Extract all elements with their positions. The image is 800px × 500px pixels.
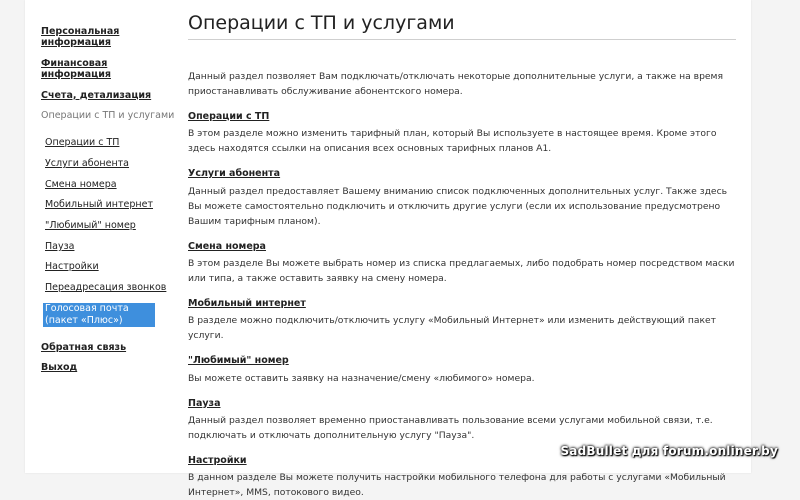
section-text: В данном разделе Вы можете получить настройки мобильного телефона для работы с услугами «Мобильный Интернет», MMS, потокового видео.	[188, 472, 726, 499]
section-text: Данный раздел предоставляет Вашему вниманию список подключенных дополнительных услуг. Также здесь Вы можете самостоятельно подключить и отключить другие услуги (если их использование предусмотрено Вашим тарифным планом).	[188, 185, 728, 227]
intro-text: Данный раздел позволяет Вам подключать/отключать некоторые дополнительные услуги, а также на время приостанавливать обслуживание абонентского номера.	[188, 70, 724, 97]
section-title-link[interactable]: Пауза	[188, 397, 221, 409]
submenu-item-voicemail[interactable]: Голосовая почта (пакет «Плюс»)	[43, 303, 155, 327]
main-content	[188, 12, 736, 500]
section-pause	[188, 398, 736, 443]
submenu-item-number-change[interactable]: Смена номера	[45, 178, 117, 190]
section-text: В этом разделе можно изменить тарифный план, который Вы используете в настоящее время. Кроме этого здесь находятся ссылки на описания всех основных тарифных планов A1.	[188, 128, 717, 155]
page-title: Операции с ТП и услугами	[188, 12, 736, 40]
submenu-item-settings[interactable]: Настройки	[45, 261, 99, 273]
submenu-item-subscriber-services[interactable]: Услуги абонента	[45, 158, 130, 170]
page-container	[25, 0, 751, 499]
section-number-change	[188, 241, 736, 286]
section-title-link[interactable]: Настройки	[188, 455, 247, 467]
sidebar-item-bills[interactable]: Счета, детализация	[41, 89, 152, 101]
section-title-link[interactable]: "Любимый" номер	[188, 355, 289, 367]
submenu-item-pause[interactable]: Пауза	[45, 240, 75, 252]
section-text: В разделе можно подключить/отключить услугу «Мобильный Интернет» или изменить действующий пакет услуги.	[188, 315, 717, 342]
section-title-link[interactable]: Мобильный интернет	[188, 297, 306, 309]
submenu-item-mobile-internet[interactable]: Мобильный интернет	[45, 199, 154, 211]
watermark-text: SadBullet для forum.onliner.by	[560, 444, 778, 458]
sidebar-nav	[41, 26, 176, 383]
section-subscriber-services	[188, 168, 736, 228]
sidebar-submenu	[45, 137, 176, 327]
section-text: Вы можете оставить заявку на назначение/смену «любимого» номера.	[188, 372, 535, 384]
submenu-item-call-forwarding[interactable]: Переадресация звонков	[45, 282, 167, 294]
submenu-item-favorite-number[interactable]: "Любимый" номер	[45, 220, 136, 232]
section-mobile-internet	[188, 298, 736, 343]
section-text: В этом разделе Вы можете выбрать номер из списка предлагаемых, либо подобрать номер посредством маски или типа, а также оставить заявку на смену номера.	[188, 257, 735, 284]
section-title-link[interactable]: Услуги абонента	[188, 168, 281, 180]
sidebar-item-current-section: Операции с ТП и услугами	[41, 109, 175, 121]
section-settings	[188, 455, 736, 500]
sidebar-item-financial-info[interactable]: Финансовая информация	[41, 57, 111, 81]
sidebar-item-personal-info[interactable]: Персональная информация	[41, 26, 120, 49]
section-favorite-number	[188, 355, 736, 385]
sidebar-item-logout[interactable]: Выход	[41, 362, 78, 374]
submenu-item-tariff-operations[interactable]: Операции с ТП	[45, 137, 120, 149]
section-title-link[interactable]: Операции с ТП	[188, 110, 270, 122]
section-text: Данный раздел позволяет временно приостанавливать пользование всеми услугами мобильной связи, т.е. подключать и отключать дополнительную услугу "Пауза".	[188, 415, 713, 442]
section-tariff-operations	[188, 111, 736, 156]
section-title-link[interactable]: Смена номера	[188, 240, 266, 252]
sidebar-item-feedback[interactable]: Обратная связь	[41, 341, 127, 353]
